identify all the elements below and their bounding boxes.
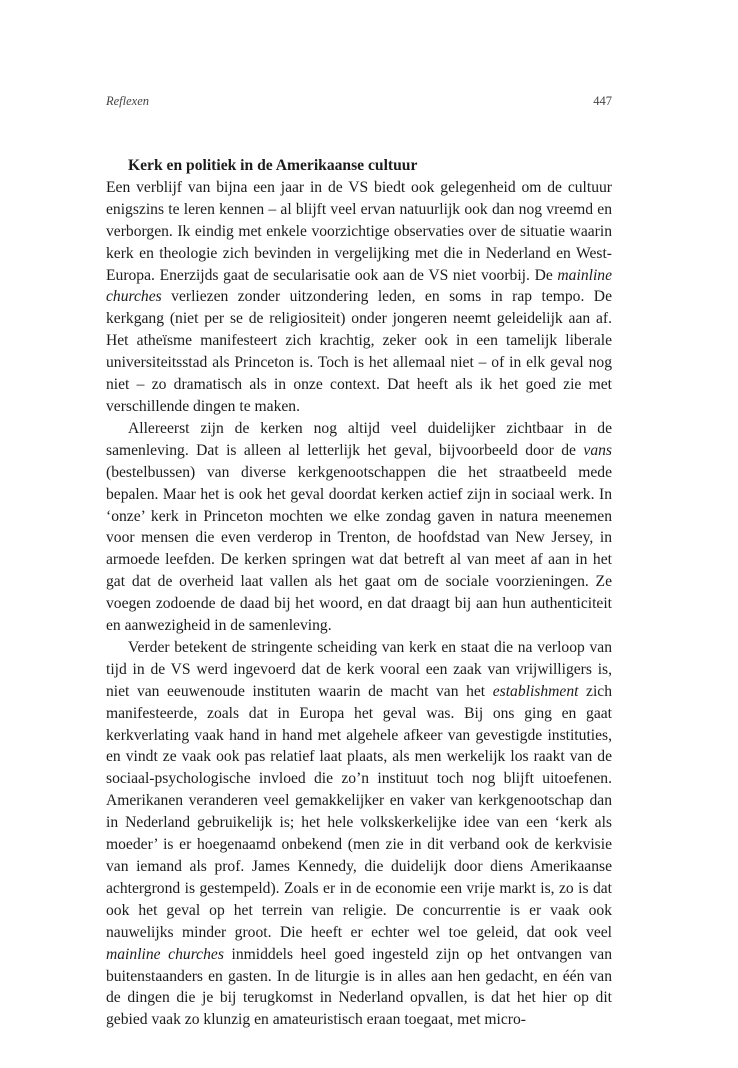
italic-run: vans bbox=[583, 441, 612, 459]
paragraph-1 bbox=[106, 177, 612, 418]
italic-run: mainline churches bbox=[106, 945, 224, 963]
page-number: 447 bbox=[593, 94, 612, 108]
body-text bbox=[106, 155, 612, 1031]
section-heading: Kerk en politiek in de Amerikaanse cultuur bbox=[128, 157, 418, 174]
paragraph-3 bbox=[106, 637, 612, 1031]
text-run: zich manifesteerde, zoals dat in Europa het geval was. Bij ons ging en gaat kerkverlating vaak hand in hand met algehele afkeer van gevestigde instituties, en vindt ze vaak ook pas relatief laat plaats, als men werkelijk los raakt van de sociaal-psychologische invloed die zo’n instituut toch nog blijft uitoefenen. Amerikanen veranderen veel gemakkelijker en vaker van kerkgenootschap dan in Nederland gebruikelijk is; het hele volkskerkelijke idee van een ‘kerk als moeder’ is er hoegenaamd onbekend (men zie in dit verband ook de kerkvisie van iemand als prof. James Kennedy, die duidelijk door diens Amerikaanse achtergrond is gestempeld). Zoals er in de economie een vrije markt is, zo is dat ook het geval op het terrein van religie. De concurrentie is er vaak ook nauwelijks minder groot. Die heeft er echter wel toe geleid, dat ook veel bbox=[106, 682, 612, 941]
text-run: inmiddels heel goed ingesteld zijn op het ontvangen van buitenstaanders en gasten. In de liturgie is in alles aan hen gedacht, en één van de dingen die je bij terugkomst in Nederland opvallen, is dat het hier op dit gebied vaak zo klunzig en amateuristisch eraan toegaat, met micro- bbox=[106, 945, 612, 1029]
text-run: Een verblijf van bijna een jaar in de VS biedt ook gelegenheid om de cultuur enigszins te leren kennen – al blijft veel ervan natuurlijk ook dan nog vreemd en verborgen. Ik eindig met enkele voorzichtige observaties over de situatie waarin kerk en theologie zich bevinden in vergelijking met die in Nederland en West-Europa. Enerzijds gaat de secularisatie ook aan de VS niet voorbij. De bbox=[106, 178, 612, 284]
italic-run: establishment bbox=[492, 682, 579, 700]
text-run: Allereerst zijn de kerken nog altijd veel duidelijker zichtbaar in de samenleving. Dat is alleen al letterlijk het geval, bijvoorbeeld door de bbox=[106, 419, 612, 459]
text-run: verliezen zonder uitzondering leden, en soms in rap tempo. De kerkgang (niet per se de religiositeit) onder jongeren neemt geleidelijk aan af. Het atheïsme manifesteert zich krachtig, zeker ook in een tamelijk liberale universiteitsstad als Princeton is. Toch is het allemaal niet – of in elk geval nog niet – zo dramatisch als in onze context. Dat heeft als ik het goed zie met verschillende dingen te maken. bbox=[106, 288, 612, 415]
italic-run: mainline churches bbox=[106, 266, 612, 306]
text-run: (bestelbussen) van diverse kerkgenootschappen die het straatbeeld mede bepalen. Maar het is ook het geval doordat kerken actief zijn in sociaal werk. In ‘onze’ kerk in Princeton mochten we elke zondag gaven in natura meenemen voor mensen die even verderop in Trenton, de hoofdstad van New Jersey, in armoede leefden. De kerken springen wat dat betreft al van meet af aan in het gat dat de overheid laat vallen als het gaat om de sociale voorzieningen. Ze voegen zodoende de daad bij het woord, en dat draagt bij aan hun authenticiteit en aanwezigheid in de samenleving. bbox=[106, 463, 612, 635]
paragraph-2 bbox=[106, 418, 612, 637]
running-head-title: Reflexen bbox=[106, 94, 150, 108]
running-head bbox=[106, 94, 612, 109]
text-run: Verder betekent de stringente scheiding van kerk en staat die na verloop van tijd in de VS werd ingevoerd dat de kerk vooral een zaak van vrijwilligers is, niet van eeuwenoude instituten waarin de macht van het bbox=[106, 638, 612, 700]
